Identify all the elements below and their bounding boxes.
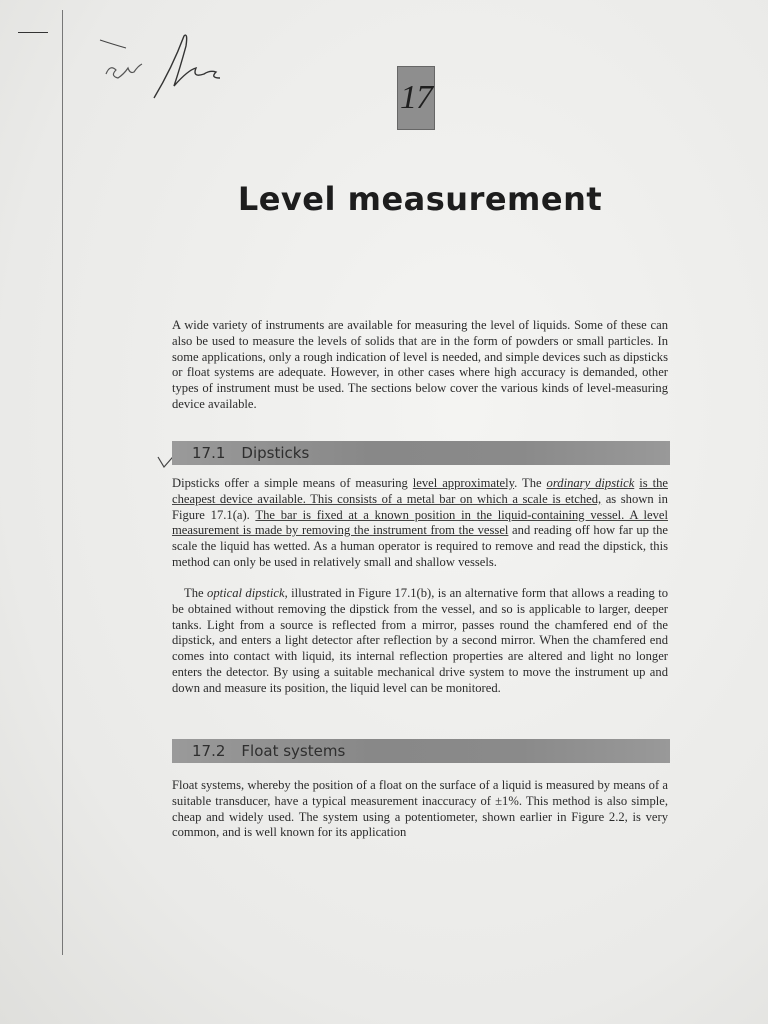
section-number: 17.1 bbox=[192, 444, 226, 462]
chapter-number: 17 bbox=[400, 79, 432, 116]
section-heading-float-systems bbox=[172, 739, 670, 763]
handwritten-signature bbox=[92, 28, 232, 108]
section-number: 17.2 bbox=[192, 742, 226, 760]
intro-paragraph: A wide variety of instruments are available for measuring the level of liquids. Some of these can also be used to measure the levels of solids that are in the form of powders or small particles. In some applications, only a rough indication of level is needed, and simple devices such as dipsticks or float systems are adequate. However, in other cases where high accuracy is demanded, other types of instrument must be used. The sections below cover the various kinds of level-measuring device available. bbox=[172, 318, 668, 411]
margin-mark bbox=[18, 32, 48, 33]
binding-edge bbox=[62, 10, 63, 955]
float-systems-paragraph-1: Float systems, whereby the position of a float on the surface of a liquid is measured by means of a suitable transducer, have a typical measurement inaccuracy of ±1%. This method is also simple, cheap and widely used. The system using a potentiometer, shown earlier in Figure 2.2, is very common, and is well known for its application bbox=[172, 778, 668, 840]
section-title: Float systems bbox=[241, 742, 346, 760]
dipsticks-paragraph-1: Dipsticks offer a simple means of measuring level approximately. The ordinary dipstick is the cheapest device available. This consists of a metal bar on which a scale is etched, as shown in Figure 17.1(a). The bar is fixed at a known position in the liquid-containing vessel. A level measurement is made by removing the instrument from the vessel and reading off how far up the scale the liquid has wetted. As a human operator is required to remove and read the dipstick, this method can only be used in relatively small and shallow vessels. bbox=[172, 476, 668, 569]
section-heading-dipsticks bbox=[172, 441, 670, 465]
section-title: Dipsticks bbox=[241, 444, 310, 462]
dipsticks-paragraph-2: The optical dipstick, illustrated in Figure 17.1(b), is an alternative form that allows a reading to be obtained without removing the dipstick from the vessel, and so is applicable to larger, deeper tanks. Light from a source is reflected from a mirror, passes round the chamfered end of the dipstick, and enters a light detector after reflection by a second mirror. When the chamfered end comes into contact with liquid, its internal reflection properties are altered and light no longer enters the detector. By using a suitable mechanical drive system to move the instrument up and down and measure its position, the liquid level can be monitored. bbox=[172, 586, 669, 695]
chapter-number-box bbox=[397, 66, 435, 130]
chapter-title: Level measurement bbox=[237, 180, 603, 218]
